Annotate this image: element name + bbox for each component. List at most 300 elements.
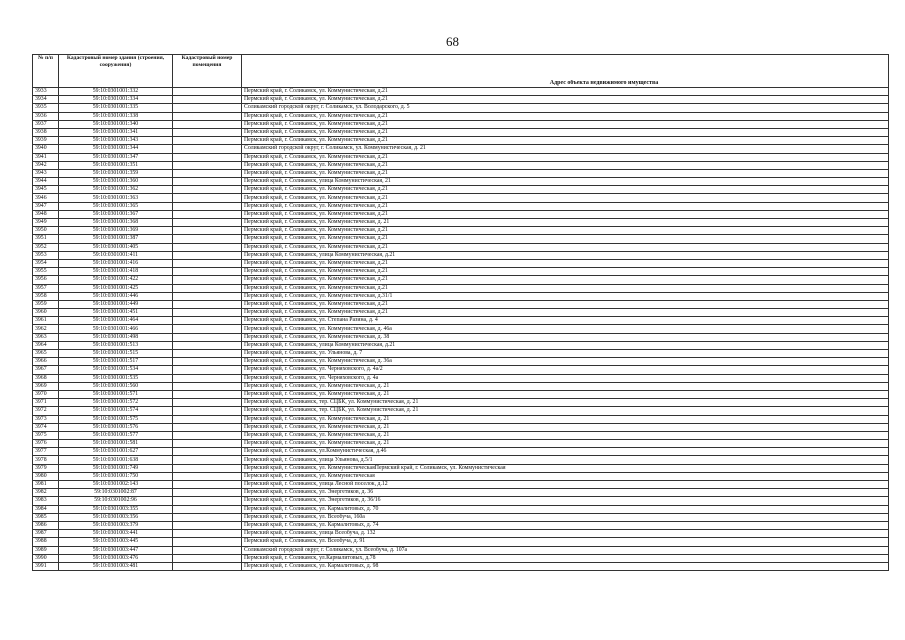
table-row — [33, 317, 889, 325]
address-cell: Пермский край, г. Соликамск, ул.Коммунистическая, д.46 — [242, 448, 889, 456]
address-cell: Пермский край, г. Соликамск, ул. Коммунистическая, д. 21 — [242, 431, 889, 439]
address-cell: Пермский край, г. Соликамск, ул. Коммунистическая, д.21 — [242, 243, 889, 251]
table-row — [33, 341, 889, 349]
row-number: 3950 — [33, 227, 59, 235]
header-cadastral-building: Кадастровый номер здания (строения, сооружения) — [59, 55, 173, 88]
row-number: 3983 — [33, 497, 59, 505]
cadastral-number-cell: 59:10:0301003:356 — [59, 513, 173, 521]
cadastral-number-cell: 59:10:0301001:575 — [59, 415, 173, 423]
cadastral-number-cell: 59:10:0301001:359 — [59, 169, 173, 177]
cadastral-number-cell: 59:10:0301003:481 — [59, 562, 173, 570]
row-number: 3972 — [33, 407, 59, 415]
room-cadastral-cell — [173, 259, 242, 267]
row-number: 3967 — [33, 366, 59, 374]
cadastral-number-cell: 59:10:0301001:638 — [59, 456, 173, 464]
room-cadastral-cell — [173, 268, 242, 276]
table-row — [33, 235, 889, 243]
cadastral-number-cell: 59:10:0301001:560 — [59, 382, 173, 390]
row-number: 3973 — [33, 415, 59, 423]
address-cell: Пермский край, г. Соликамск, ул. Коммунистическая, д.21 — [242, 112, 889, 120]
address-cell: Пермский край, г. Соликамск, ул. Коммунистическая, д.21 — [242, 161, 889, 169]
room-cadastral-cell — [173, 341, 242, 349]
cadastral-number-cell: 59:10:0301001:513 — [59, 341, 173, 349]
room-cadastral-cell — [173, 186, 242, 194]
room-cadastral-cell — [173, 325, 242, 333]
row-number: 3971 — [33, 399, 59, 407]
cadastral-number-cell: 59:10:0301001:466 — [59, 325, 173, 333]
table-row — [33, 431, 889, 439]
row-number: 3985 — [33, 513, 59, 521]
address-cell: Пермский край, г. Соликамск, ул. Коммунистическая, д.21 — [242, 309, 889, 317]
cadastral-number-cell: 59:10:0301001:340 — [59, 120, 173, 128]
row-number: 3948 — [33, 210, 59, 218]
table-row — [33, 464, 889, 472]
address-cell: Пермский край, г. Соликамск, ул. Коммунистическая, д.21 — [242, 120, 889, 128]
cadastral-number-cell: 59:10:0301002:143 — [59, 481, 173, 489]
table-row — [33, 530, 889, 538]
address-cell: Соликамский городской округ, г. Соликамск, ул. Коммунистическая, д. 21 — [242, 145, 889, 153]
row-number: 3957 — [33, 284, 59, 292]
address-cell: Пермский край, г. Соликамск, ул. Коммунистическая, д.21 — [242, 268, 889, 276]
row-number: 3982 — [33, 489, 59, 497]
row-number: 3933 — [33, 88, 59, 96]
room-cadastral-cell — [173, 169, 242, 177]
address-cell: Пермский край, г. Соликамск, ул. Кармалитовых, д. 74 — [242, 521, 889, 529]
row-number: 3956 — [33, 276, 59, 284]
row-number: 3947 — [33, 202, 59, 210]
address-cell: Пермский край, г. Соликамск, тер. СЦБК, ул. Коммунистическая, д. 21 — [242, 399, 889, 407]
cadastral-number-cell: 59:10:0301001:335 — [59, 104, 173, 112]
room-cadastral-cell — [173, 456, 242, 464]
cadastral-number-cell: 59:10:0301001:517 — [59, 358, 173, 366]
room-cadastral-cell — [173, 161, 242, 169]
address-cell: Пермский край, г. Соликамск, ул. Степана Разина, д. 4 — [242, 317, 889, 325]
row-number: 3951 — [33, 235, 59, 243]
room-cadastral-cell — [173, 505, 242, 513]
address-cell: Пермский край, г. Соликамск, ул. Энергетиков, д. 36/16 — [242, 497, 889, 505]
address-cell: Пермский край, г. Соликамск, ул. Коммунистическая, д.21 — [242, 259, 889, 267]
cadastral-number-cell: 59:10:0301001:534 — [59, 366, 173, 374]
table-row — [33, 210, 889, 218]
address-cell: Пермский край, г. Соликамск, ул. Коммунистическая, д.21 — [242, 186, 889, 194]
row-number: 3988 — [33, 538, 59, 546]
table-row — [33, 120, 889, 128]
cadastral-number-cell: 59:10:0301003:445 — [59, 538, 173, 546]
cadastral-number-cell: 59:10:0301001:416 — [59, 259, 173, 267]
cadastral-number-cell: 59:10:0301001:362 — [59, 186, 173, 194]
table-row — [33, 374, 889, 382]
row-number: 3965 — [33, 350, 59, 358]
cadastral-number-cell: 59:10:0301001:446 — [59, 292, 173, 300]
table-row — [33, 137, 889, 145]
row-number: 3945 — [33, 186, 59, 194]
room-cadastral-cell — [173, 194, 242, 202]
row-number: 3944 — [33, 178, 59, 186]
address-cell: Пермский край, г. Соликамск, ул. Черняховского, д. 4а — [242, 374, 889, 382]
address-cell: Пермский край, г. Соликамск, улица Коммунистическая, д.21 — [242, 341, 889, 349]
table-row — [33, 202, 889, 210]
address-cell: Пермский край, г. Соликамск, ул. Кармалитовых, д. 98 — [242, 562, 889, 570]
address-cell: Пермский край, г. Соликамск, ул. Черняховского, д. 4а/2 — [242, 366, 889, 374]
address-cell: Пермский край, г. Соликамск, ул. Кармалитовых, д. 70 — [242, 505, 889, 513]
cadastral-number-cell: 59:10:0301001:749 — [59, 464, 173, 472]
room-cadastral-cell — [173, 145, 242, 153]
address-cell: Пермский край, г. Соликамск, ул. Коммунистическая, д.21 — [242, 284, 889, 292]
room-cadastral-cell — [173, 112, 242, 120]
cadastral-number-cell: 59:10:0301002:87 — [59, 489, 173, 497]
cadastral-number-cell: 59:10:0301001:572 — [59, 399, 173, 407]
room-cadastral-cell — [173, 423, 242, 431]
address-cell: Пермский край, г. Соликамск, ул. Коммунистическая, д. 21 — [242, 440, 889, 448]
address-cell: Пермский край, г. Соликамск, ул. Коммунистическая, д.21 — [242, 210, 889, 218]
address-cell: Пермский край, г. Соликамск, ул. КоммунистическаяПермский край, г. Соликамск, ул. Коммунистическая — [242, 464, 889, 472]
table-row — [33, 96, 889, 104]
room-cadastral-cell — [173, 513, 242, 521]
table-row — [33, 292, 889, 300]
room-cadastral-cell — [173, 104, 242, 112]
room-cadastral-cell — [173, 219, 242, 227]
table-row — [33, 300, 889, 308]
row-number: 3955 — [33, 268, 59, 276]
address-cell: Пермский край, г. Соликамск, ул. Коммунистическая, д. 21 — [242, 219, 889, 227]
row-number: 3943 — [33, 169, 59, 177]
row-number: 3976 — [33, 440, 59, 448]
table-row — [33, 251, 889, 259]
table-row — [33, 259, 889, 267]
row-number: 3938 — [33, 128, 59, 136]
cadastral-number-cell: 59:10:0301001:464 — [59, 317, 173, 325]
row-number: 3979 — [33, 464, 59, 472]
room-cadastral-cell — [173, 399, 242, 407]
cadastral-number-cell: 59:10:0301003:355 — [59, 505, 173, 513]
room-cadastral-cell — [173, 284, 242, 292]
row-number: 3986 — [33, 521, 59, 529]
row-number: 3963 — [33, 333, 59, 341]
address-cell: Пермский край, г. Соликамск, улица Коммунистическая, д.21 — [242, 251, 889, 259]
address-cell: Пермский край, г. Соликамск, ул. Коммунистическая, д.21 — [242, 300, 889, 308]
row-number: 3978 — [33, 456, 59, 464]
row-number: 3959 — [33, 300, 59, 308]
room-cadastral-cell — [173, 472, 242, 480]
address-cell: Пермский край, г. Соликамск, ул. Коммунистическая, д.21 — [242, 276, 889, 284]
cadastral-number-cell: 59:10:0301003:441 — [59, 530, 173, 538]
table-row — [33, 194, 889, 202]
row-number: 3953 — [33, 251, 59, 259]
room-cadastral-cell — [173, 210, 242, 218]
room-cadastral-cell — [173, 464, 242, 472]
row-number: 3975 — [33, 431, 59, 439]
address-cell: Пермский край, г. Соликамск, ул. Коммунистическая, д. 21 — [242, 382, 889, 390]
cadastral-number-cell: 59:10:0301001:627 — [59, 448, 173, 456]
table-row — [33, 333, 889, 341]
room-cadastral-cell — [173, 300, 242, 308]
cadastral-number-cell: 59:10:0301001:341 — [59, 128, 173, 136]
table-row — [33, 325, 889, 333]
room-cadastral-cell — [173, 448, 242, 456]
table-row — [33, 407, 889, 415]
table-row — [33, 440, 889, 448]
room-cadastral-cell — [173, 481, 242, 489]
room-cadastral-cell — [173, 431, 242, 439]
cadastral-number-cell: 59:10:0301001:367 — [59, 210, 173, 218]
address-cell: Пермский край, г. Соликамск, ул. Коммунистическая, д.21 — [242, 96, 889, 104]
cadastral-number-cell: 59:10:0301001:347 — [59, 153, 173, 161]
cadastral-number-cell: 59:10:0301003:379 — [59, 521, 173, 529]
row-number: 3961 — [33, 317, 59, 325]
row-number: 3962 — [33, 325, 59, 333]
table-row — [33, 169, 889, 177]
row-number: 3941 — [33, 153, 59, 161]
table-row — [33, 104, 889, 112]
header-cadastral-room: Кадастровый номер помещения — [173, 55, 242, 88]
table-row — [33, 456, 889, 464]
room-cadastral-cell — [173, 202, 242, 210]
property-register-table — [32, 54, 889, 571]
address-cell: Пермский край, г. Соликамск, ул. Коммунистическая, д.21 — [242, 235, 889, 243]
room-cadastral-cell — [173, 390, 242, 398]
address-cell: Пермский край, г. Соликамск, ул. Коммунистическая, д.21 — [242, 202, 889, 210]
cadastral-number-cell: 59:10:0301001:449 — [59, 300, 173, 308]
address-cell: Пермский край, г. Соликамск, улица Лесной поселок, д.12 — [242, 481, 889, 489]
address-cell: Пермский край, г. Соликамск, ул. Коммунистическая, д. 21 — [242, 390, 889, 398]
room-cadastral-cell — [173, 546, 242, 554]
row-number: 3968 — [33, 374, 59, 382]
room-cadastral-cell — [173, 235, 242, 243]
table-row — [33, 382, 889, 390]
row-number: 3954 — [33, 259, 59, 267]
table-row — [33, 399, 889, 407]
room-cadastral-cell — [173, 440, 242, 448]
cadastral-number-cell: 59:10:0301001:535 — [59, 374, 173, 382]
room-cadastral-cell — [173, 497, 242, 505]
row-number: 3987 — [33, 530, 59, 538]
row-number: 3991 — [33, 562, 59, 570]
row-number: 3936 — [33, 112, 59, 120]
table-row — [33, 178, 889, 186]
table-row — [33, 350, 889, 358]
room-cadastral-cell — [173, 333, 242, 341]
room-cadastral-cell — [173, 243, 242, 251]
row-number: 3990 — [33, 554, 59, 562]
row-number: 3974 — [33, 423, 59, 431]
room-cadastral-cell — [173, 96, 242, 104]
table-row — [33, 284, 889, 292]
cadastral-number-cell: 59:10:0301001:351 — [59, 161, 173, 169]
cadastral-number-cell: 59:10:0301001:581 — [59, 440, 173, 448]
room-cadastral-cell — [173, 521, 242, 529]
row-number: 3970 — [33, 390, 59, 398]
address-cell: Пермский край, г. Соликамск, ул. Коммунистическая, д.21 — [242, 227, 889, 235]
room-cadastral-cell — [173, 128, 242, 136]
room-cadastral-cell — [173, 358, 242, 366]
table-row — [33, 268, 889, 276]
address-cell: Пермский край, г. Соликамск, ул. Коммунистическая, д.21 — [242, 137, 889, 145]
row-number: 3939 — [33, 137, 59, 145]
table-row — [33, 88, 889, 96]
table-row — [33, 128, 889, 136]
table-row — [33, 481, 889, 489]
room-cadastral-cell — [173, 530, 242, 538]
cadastral-number-cell: 59:10:0301001:574 — [59, 407, 173, 415]
room-cadastral-cell — [173, 276, 242, 284]
cadastral-number-cell: 59:10:0301001:422 — [59, 276, 173, 284]
room-cadastral-cell — [173, 292, 242, 300]
cadastral-number-cell: 59:10:0301001:425 — [59, 284, 173, 292]
cadastral-number-cell: 59:10:0301001:750 — [59, 472, 173, 480]
table-row — [33, 161, 889, 169]
room-cadastral-cell — [173, 489, 242, 497]
cadastral-number-cell: 59:10:0301001:451 — [59, 309, 173, 317]
room-cadastral-cell — [173, 137, 242, 145]
table-row — [33, 112, 889, 120]
cadastral-number-cell: 59:10:0301001:369 — [59, 227, 173, 235]
room-cadastral-cell — [173, 317, 242, 325]
cadastral-number-cell: 59:10:0301001:418 — [59, 268, 173, 276]
row-number: 3942 — [33, 161, 59, 169]
table-row — [33, 554, 889, 562]
row-number: 3981 — [33, 481, 59, 489]
table-row — [33, 521, 889, 529]
address-cell: Пермский край, г. Соликамск, ул. Коммунистическая, д.21 — [242, 169, 889, 177]
address-cell: Пермский край, г. Соликамск, ул. Коммунистическая, д. 38 — [242, 333, 889, 341]
table-row — [33, 423, 889, 431]
row-number: 3989 — [33, 546, 59, 554]
page-number: 68 — [446, 34, 459, 49]
address-cell: Пермский край, г. Соликамск, ул. Коммунистическая, д. 21 — [242, 415, 889, 423]
room-cadastral-cell — [173, 415, 242, 423]
table-header-row — [33, 55, 889, 81]
row-number: 3952 — [33, 243, 59, 251]
table-row — [33, 562, 889, 570]
cadastral-number-cell: 59:10:0301003:447 — [59, 546, 173, 554]
room-cadastral-cell — [173, 227, 242, 235]
table-row — [33, 472, 889, 480]
address-cell: Пермский край, г. Соликамск, ул. Коммунистическая — [242, 472, 889, 480]
table-row — [33, 513, 889, 521]
table-row — [33, 546, 889, 554]
row-number: 3949 — [33, 219, 59, 227]
address-cell: Пермский край, г. Соликамск, ул. Коммунистическая, д.31/1 — [242, 292, 889, 300]
room-cadastral-cell — [173, 350, 242, 358]
room-cadastral-cell — [173, 120, 242, 128]
row-number: 3984 — [33, 505, 59, 513]
cadastral-number-cell: 59:10:0301001:571 — [59, 390, 173, 398]
room-cadastral-cell — [173, 374, 242, 382]
address-cell: Пермский край, г. Соликамск, ул. Коммунистическая, д. 46а — [242, 325, 889, 333]
row-number: 3969 — [33, 382, 59, 390]
cadastral-number-cell: 59:10:0301001:363 — [59, 194, 173, 202]
room-cadastral-cell — [173, 153, 242, 161]
address-cell: Пермский край, г. Соликамск, ул. Всеобуча, д. 91 — [242, 538, 889, 546]
address-cell: Пермский край, г. Соликамск, ул. Коммунистическая, д. 36а — [242, 358, 889, 366]
room-cadastral-cell — [173, 366, 242, 374]
row-number: 3958 — [33, 292, 59, 300]
row-number: 3977 — [33, 448, 59, 456]
address-cell: Пермский край, г. Соликамск, ул. Ульянова, д. 7 — [242, 350, 889, 358]
table-row — [33, 219, 889, 227]
address-cell: Пермский край, г. Соликамск, ул. Коммунистическая, д.21 — [242, 153, 889, 161]
row-number: 3946 — [33, 194, 59, 202]
table-row — [33, 489, 889, 497]
address-cell: Пермский край, г. Соликамск, ул.Кармалитовых, д.78 — [242, 554, 889, 562]
table-row — [33, 538, 889, 546]
cadastral-number-cell: 59:10:0301003:476 — [59, 554, 173, 562]
room-cadastral-cell — [173, 251, 242, 259]
table-row — [33, 309, 889, 317]
table-row — [33, 415, 889, 423]
address-cell: Пермский край, г. Соликамск, улица Коммунистическая, 21 — [242, 178, 889, 186]
table-row — [33, 390, 889, 398]
row-number: 3937 — [33, 120, 59, 128]
row-number: 3934 — [33, 96, 59, 104]
address-cell: Соликамский городской округ, г. Соликамск, ул. Володарского, д. 5 — [242, 104, 889, 112]
table-row — [33, 227, 889, 235]
header-address: Адрес объекта недвижимого имущества — [242, 80, 889, 88]
room-cadastral-cell — [173, 554, 242, 562]
address-cell: Пермский край, г. Соликамск, ул. Коммунистическая, д. 21 — [242, 423, 889, 431]
cadastral-number-cell: 59:10:0301001:343 — [59, 137, 173, 145]
cadastral-number-cell: 59:10:0301001:344 — [59, 145, 173, 153]
cadastral-number-cell: 59:10:0301001:332 — [59, 88, 173, 96]
row-number: 3960 — [33, 309, 59, 317]
cadastral-number-cell: 59:10:0301001:576 — [59, 423, 173, 431]
address-cell: Пермский край, г. Соликамск, улица Всеобуча, д. 132 — [242, 530, 889, 538]
table-row — [33, 448, 889, 456]
row-number: 3940 — [33, 145, 59, 153]
table-row — [33, 153, 889, 161]
address-cell: Пермский край, г. Соликамск, ул. Коммунистическая, д.21 — [242, 128, 889, 136]
address-cell: Пермский край, г. Соликамск, ул. Энергетиков, д. 36 — [242, 489, 889, 497]
cadastral-number-cell: 59:10:0301001:577 — [59, 431, 173, 439]
room-cadastral-cell — [173, 407, 242, 415]
table-row — [33, 358, 889, 366]
cadastral-number-cell: 59:10:0301001:365 — [59, 202, 173, 210]
table-row — [33, 366, 889, 374]
cadastral-number-cell: 59:10:0301001:368 — [59, 219, 173, 227]
room-cadastral-cell — [173, 562, 242, 570]
address-cell: Соликамский городской округ, г. Соликамск, ул. Всеобуча, д. 107а — [242, 546, 889, 554]
room-cadastral-cell — [173, 309, 242, 317]
address-cell: Пермский край, г. Соликамск, ул. Всеобуча, 160а — [242, 513, 889, 521]
row-number: 3980 — [33, 472, 59, 480]
cadastral-number-cell: 59:10:0301001:334 — [59, 96, 173, 104]
cadastral-number-cell: 59:10:0301001:387 — [59, 235, 173, 243]
row-number: 3935 — [33, 104, 59, 112]
cadastral-number-cell: 59:10:0301001:498 — [59, 333, 173, 341]
header-number: № п/п — [33, 55, 59, 88]
table-row — [33, 243, 889, 251]
cadastral-number-cell: 59:10:0301001:411 — [59, 251, 173, 259]
table-row — [33, 497, 889, 505]
room-cadastral-cell — [173, 88, 242, 96]
cadastral-number-cell: 59:10:0301001:360 — [59, 178, 173, 186]
header-address-top — [242, 55, 889, 81]
table-row — [33, 145, 889, 153]
room-cadastral-cell — [173, 538, 242, 546]
table-row — [33, 276, 889, 284]
cadastral-number-cell: 59:10:0301001:405 — [59, 243, 173, 251]
address-cell: Пермский край, г. Соликамск, ул. Коммунистическая, д.21 — [242, 194, 889, 202]
cadastral-number-cell: 59:10:0301001:338 — [59, 112, 173, 120]
address-cell: Пермский край, г. Соликамск, ул. Коммунистическая, д.21 — [242, 88, 889, 96]
address-cell: Пермский край, г. Соликамск, тер. СЦБК, ул. Коммунистическая, д. 21 — [242, 407, 889, 415]
cadastral-number-cell: 59:10:0301002:96 — [59, 497, 173, 505]
row-number: 3964 — [33, 341, 59, 349]
row-number: 3966 — [33, 358, 59, 366]
room-cadastral-cell — [173, 178, 242, 186]
table-row — [33, 505, 889, 513]
table-row — [33, 186, 889, 194]
